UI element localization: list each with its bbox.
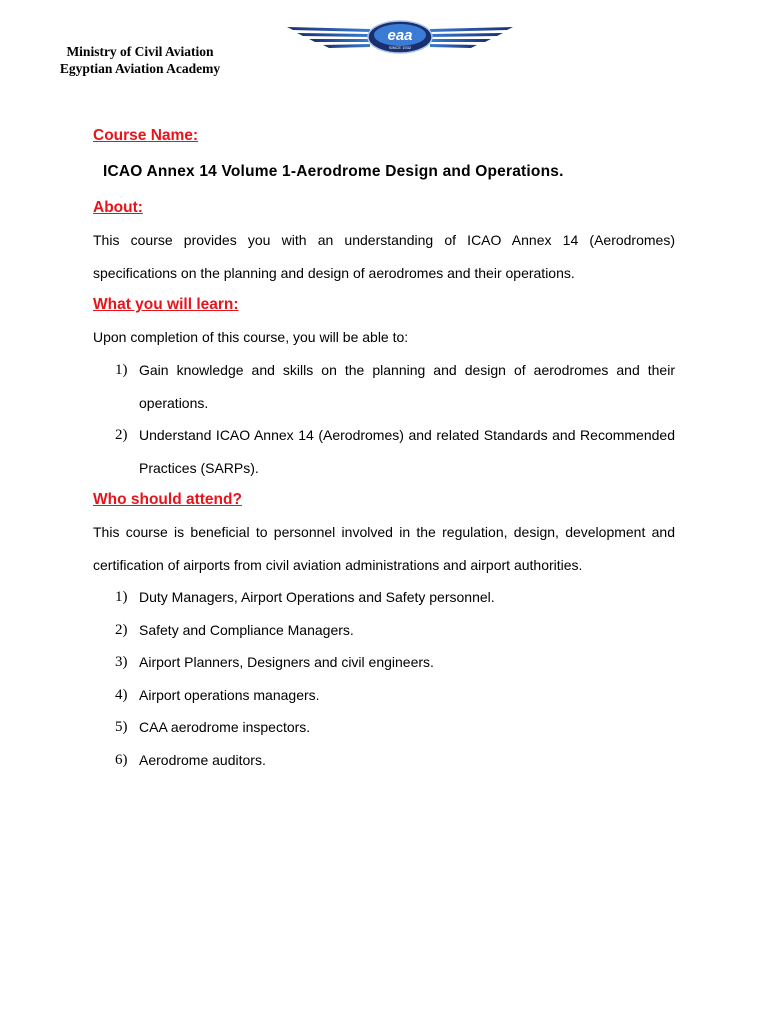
list-item: [93, 354, 675, 419]
list-item-text: Gain knowledge and skills on the planning and design of aerodromes and their operations.: [139, 362, 675, 411]
list-number: 6): [115, 751, 128, 768]
organization-header: [40, 43, 240, 77]
list-number: 3): [115, 654, 128, 670]
list-number: 2): [115, 427, 128, 443]
list-item-text: Aerodrome auditors.: [139, 751, 266, 768]
list-number: 5): [115, 719, 128, 735]
list-number: 1): [115, 362, 128, 378]
list-item: [93, 711, 675, 744]
ministry-name: Ministry of Civil Aviation: [66, 44, 214, 59]
eaa-logo: [285, 20, 515, 60]
right-wing-icon: [430, 27, 513, 48]
list-item-text: Duty Managers, Airport Operations and Safety personnel.: [139, 589, 495, 605]
list-item-text: Airport Planners, Designers and civil engineers.: [139, 654, 434, 670]
left-wing-icon: [287, 27, 370, 48]
list-number: 4): [115, 686, 128, 703]
list-item: [93, 614, 675, 647]
list-number: 1): [115, 589, 128, 605]
learn-list: [93, 354, 675, 484]
about-text: This course provides you with an understanding of ICAO Annex 14 (Aerodromes) specifications on the planning and design of aerodromes and their operations.: [93, 232, 675, 281]
list-item-text: CAA aerodrome inspectors.: [139, 719, 311, 735]
learn-heading: What you will learn:: [93, 296, 239, 313]
document-body: [93, 120, 675, 776]
academy-name: Egyptian Aviation Academy: [59, 61, 221, 76]
list-item-text: Airport operations managers.: [139, 686, 320, 703]
list-number: 2): [115, 621, 128, 638]
attend-list: [93, 581, 675, 776]
list-item-text: Understand ICAO Annex 14 (Aerodromes) and related Standards and Recommended Practices (SARPs).: [139, 427, 675, 476]
course-name-heading: Course Name:: [93, 127, 199, 144]
list-item: [93, 744, 675, 777]
list-item: [93, 581, 675, 614]
about-heading: About:: [93, 199, 143, 216]
list-item: [93, 646, 675, 679]
logo-subtext: SINCE 1932: [388, 45, 412, 50]
list-item-text: Safety and Compliance Managers.: [139, 621, 354, 638]
course-title: ICAO Annex 14 Volume 1-Aerodrome Design and Operations.: [103, 163, 564, 180]
logo-text: eaa: [387, 27, 413, 44]
list-item: [93, 419, 675, 484]
attend-heading: Who should attend?: [93, 491, 242, 508]
attend-text: This course is beneficial to personnel involved in the regulation, design, development and certification of airports from civil aviation administrations and airport authorities.: [93, 524, 675, 573]
list-item: [93, 679, 675, 712]
learn-intro: Upon completion of this course, you will be able to:: [93, 329, 409, 345]
